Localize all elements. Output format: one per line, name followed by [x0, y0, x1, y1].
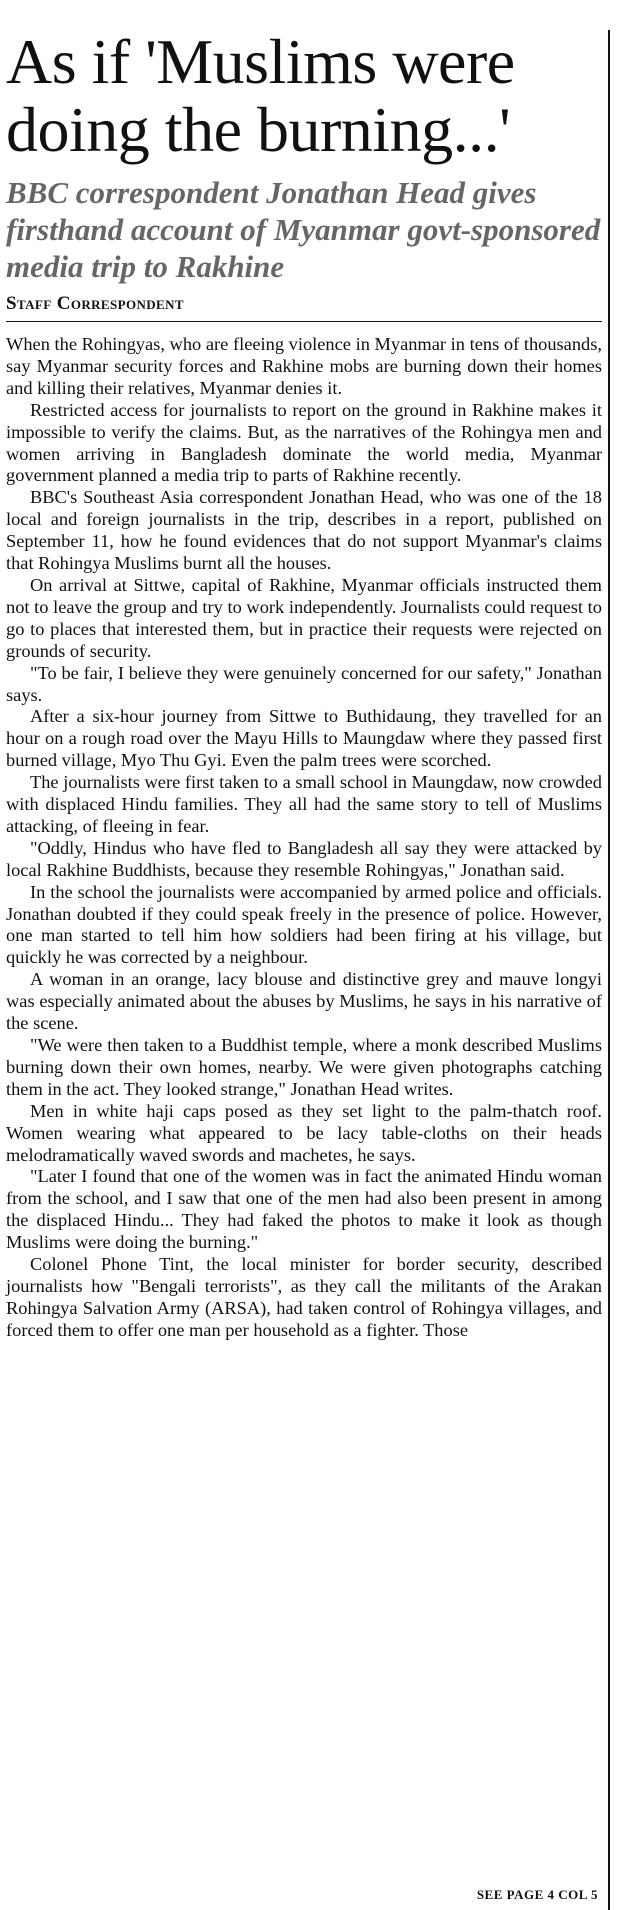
subheadline: BBC correspondent Jonathan Head gives firsthand account of Myanmar govt-sponsored media trip to Rakhine [6, 175, 601, 284]
byline [6, 293, 602, 322]
paragraph: The journalists were first taken to a small school in Maungdaw, now crowded with displaced Hindu families. They all had the same story to tell of Muslims attacking, of fleeing in fear. [6, 772, 602, 836]
paragraph: "Later I found that one of the women was in fact the animated Hindu woman from the school, and I saw that one of the men had also been present in among the displaced Hindu... They had faked the photos to make it look as though Muslims were doing the burning." [6, 1166, 602, 1253]
paragraph: On arrival at Sittwe, capital of Rakhine, Myanmar officials instructed them not to leave the group and try to work independently. Journalists could request to go to places that interested them, but in practice their requests were rejected on grounds of security. [6, 574, 602, 661]
paragraph: Restricted access for journalists to report on the ground in Rakhine makes it impossible to verify the claims. But, as the narratives of the Rohingya men and women arriving in Bangladesh dominate the world media, Myanmar government planned a media trip to parts of Rakhine recently. [6, 399, 602, 486]
paragraph: BBC's Southeast Asia correspondent Jonathan Head, who was one of the 18 local and foreign journalists in the trip, describes in a report, published on September 11, how he found evidences that do not support Myanmar's claims that Rohingya Muslims burnt all the houses. [6, 487, 602, 574]
continuation-note: SEE PAGE 4 COL 5 [476, 1887, 598, 1902]
paragraph: Colonel Phone Tint, the local minister for border security, described journalists how "Bengali terrorists", as they call the militants of the Arakan Rohingya Salvation Army (ARSA), had taken control of Rohingya villages, and forced them to offer one man per household as a fighter. Those [6, 1254, 602, 1340]
byline-text: Staff Correspondent [6, 293, 184, 314]
paragraph: In the school the journalists were accompanied by armed police and officials. Jonathan doubted if they could speak freely in the presence of police. However, one man started to tell him how soldiers had been firing at his village, but quickly he was corrected by a neighbour. [6, 881, 602, 968]
article-body [6, 334, 602, 1342]
paragraph: Men in white haji caps posed as they set light to the palm-thatch roof. Women wearing what appeared to be lacy table-cloths on their heads melodramatically waved swords and machetes, he says. [6, 1100, 602, 1165]
paragraph: After a six-hour journey from Sittwe to Buthidaung, they travelled for an hour on a rough road over the Mayu Hills to Maungdaw where they passed first burned village, Myo Thu Gyi. Even the palm trees were scorched. [6, 706, 602, 771]
column-rule [608, 30, 610, 1910]
paragraph: "We were then taken to a Buddhist temple, where a monk described Muslims burning down their own homes, nearby. We were given photographs catching them in the act. They looked strange," Jonathan Head writes. [6, 1035, 602, 1099]
paragraph: "To be fair, I believe they were genuinely concerned for our safety," Jonathan says. [6, 662, 602, 705]
headline: As if 'Muslims were doing the burning...' [6, 26, 515, 165]
paragraph: "Oddly, Hindus who have fled to Bangladesh all say they were attacked by local Rakhine Buddhists, because they resemble Rohingyas," Jonathan said. [6, 837, 602, 880]
paragraph: When the Rohingyas, who are fleeing violence in Myanmar in tens of thousands, say Myanmar security forces and Rakhine mobs are burning down their homes and killing their relatives, Myanmar denies it. [6, 334, 602, 398]
paragraph: A woman in an orange, lacy blouse and distinctive grey and mauve longyi was especially animated about the abuses by Muslims, he says in his narrative of the scene. [6, 969, 602, 1034]
